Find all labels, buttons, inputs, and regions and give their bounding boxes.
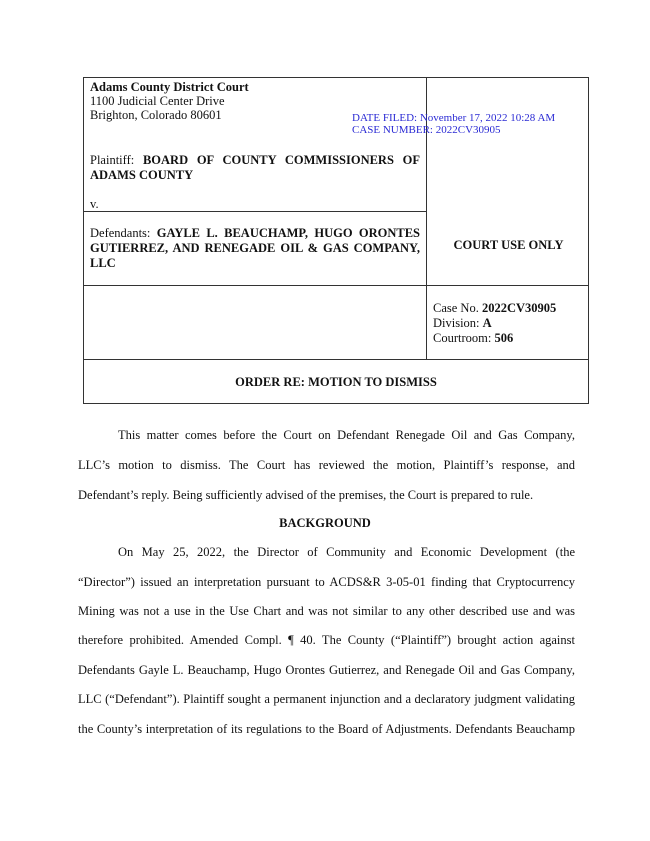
background-line-4: therefore prohibited. Amended Compl. ¶ 40. The County (“Plaintiff”) brought action against [78, 633, 575, 647]
case-number-stamp: CASE NUMBER: 2022CV30905 [352, 124, 501, 136]
versus: v. [90, 197, 99, 211]
background-line-1: On May 25, 2022, the Director of Community and Economic Development (the [118, 545, 575, 559]
court-use-only: COURT USE ONLY [453, 238, 564, 252]
case-info [433, 301, 556, 346]
defendants-label: Defendants: [90, 226, 157, 240]
case-no-label: Case No. [433, 301, 482, 315]
court-address-block [90, 80, 249, 122]
plaintiff-label: Plaintiff: [90, 153, 143, 167]
caption-divider-2 [84, 285, 588, 286]
case-caption [83, 77, 589, 404]
court-address-line2: Brighton, Colorado 80601 [90, 108, 222, 122]
order-title: ORDER RE: MOTION TO DISMISS [235, 375, 437, 389]
intro-line-3: Defendant’s reply. Being sufficiently advised of the premises, the Court is prepared to rule. [78, 488, 534, 502]
defendants-names: GAYLE L. BEAUCHAMP, HUGO ORONTES GUTIERREZ, AND RENEGADE OIL & GAS COMPANY, LLC [90, 226, 420, 270]
background-line-2: “Director”) issued an interpretation pursuant to ACDS&R 3-05-01 finding that Cryptocurrency [78, 575, 575, 589]
date-filed: DATE FILED: November 17, 2022 10:28 AM [352, 112, 556, 124]
courtroom: 506 [494, 331, 514, 345]
background-line-5: Defendants Gayle L. Beauchamp, Hugo Orontes Gutierrez, and Renegade Oil and Gas Company, [78, 663, 575, 677]
court-name: Adams County District Court [90, 80, 249, 94]
background-heading: BACKGROUND [279, 516, 371, 530]
courtroom-label: Courtroom: [433, 331, 495, 345]
parties-block [90, 153, 420, 271]
case-no: 2022CV30905 [481, 301, 557, 315]
background-line-7: the County’s interpretation of its regulations to the Board of Adjustments. Defendants Beauchamp [78, 722, 575, 736]
intro-line-1: This matter comes before the Court on Defendant Renegade Oil and Gas Company, [118, 428, 575, 442]
division-label: Division: [433, 316, 483, 330]
background-line-6: LLC (“Defendant”). Plaintiff sought a permanent injunction and a declaratory judgment validating [78, 692, 575, 706]
plaintiff-name: BOARD OF COUNTY COMMISSIONERS OF ADAMS COUNTY [90, 153, 420, 182]
filing-stamp [352, 112, 555, 136]
division: A [482, 316, 492, 330]
caption-divider-3 [84, 359, 588, 360]
background-line-3: Mining was not a use in the Use Chart and was not similar to any other described use and was [78, 604, 575, 618]
court-address-line1: 1100 Judicial Center Drive [90, 94, 225, 108]
intro-line-2: LLC’s motion to dismiss. The Court has reviewed the motion, Plaintiff’s response, and [78, 458, 575, 472]
